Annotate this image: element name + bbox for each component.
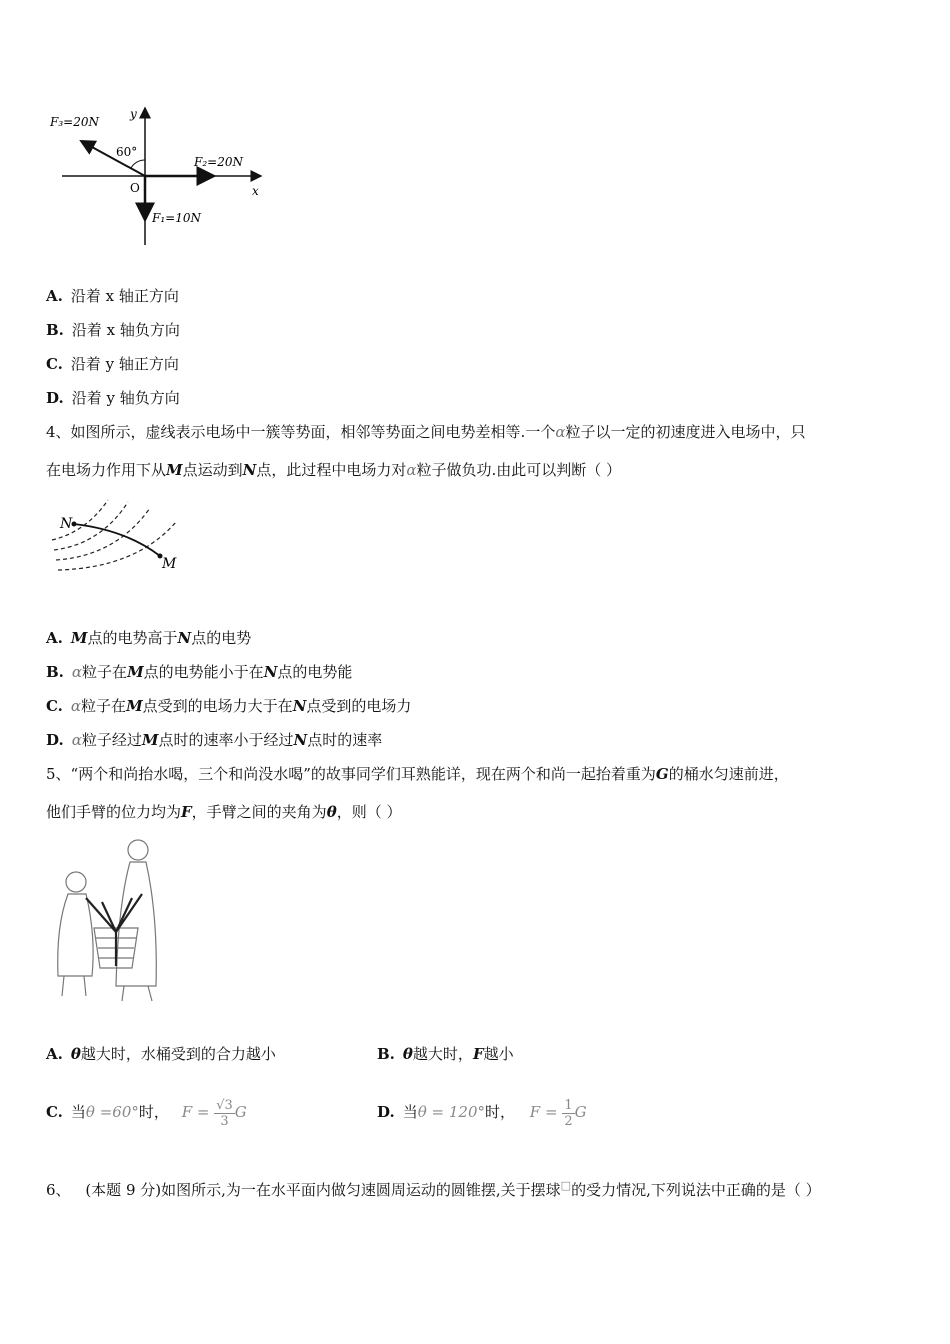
monks-illustration bbox=[46, 836, 191, 1006]
n-label: N bbox=[60, 516, 73, 532]
q3-option-a[interactable]: A. 沿着 x 轴正方向 bbox=[46, 287, 179, 305]
q5-stem-line1: 5、“两个和尚抬水喝，三个和尚没水喝”的故事同学们耳熟能详，现在两个和尚一起抬着重为G的桶水匀速前进， bbox=[46, 765, 789, 783]
equipotential-diagram bbox=[46, 492, 196, 582]
q4-stem-line2: 在电场力作用下从M点运动到N点，此过程中电场力对α粒子做负功.由此可以判断（ ） bbox=[46, 461, 622, 479]
f3-label: F₃=20N bbox=[50, 115, 99, 129]
q5-stem-line2: 他们手臂的位力均为F，手臂之间的夹角为θ，则（ ） bbox=[46, 803, 402, 821]
q5-option-b[interactable]: B. θ越大时，F越小 bbox=[377, 1045, 514, 1063]
y-label: y bbox=[130, 107, 137, 121]
force-diagram bbox=[46, 100, 276, 250]
q5-option-d[interactable]: D. 当θ = 120°时， F = $\frac{1}{2}$ G bbox=[377, 1097, 587, 1129]
f2-label: F₂=20N bbox=[194, 155, 243, 169]
q3-option-c[interactable]: C. 沿着 y 轴正方向 bbox=[46, 355, 179, 373]
angle-label: 60° bbox=[116, 145, 138, 159]
q5-option-c[interactable]: C. 当θ =60°时， F = $\frac{√3}{3}$ G bbox=[46, 1097, 247, 1129]
q5-option-a[interactable]: A. θ越大时，水桶受到的合力越小 bbox=[46, 1045, 276, 1063]
f1-label: F₁=10N bbox=[152, 211, 201, 225]
arm-right bbox=[116, 894, 142, 932]
q4-option-c[interactable]: C. α粒子在M点受到的电场力大于在N点受到的电场力 bbox=[46, 697, 412, 715]
sqrt3-over-3: $\frac{√3}{3}$ bbox=[216, 1097, 233, 1129]
q6-stem: 6、 (本题 9 分)如图所示,为一在水平面内做匀速圆周运动的圆锥摆,关于摆球□的受力情况,下列说法中正确的是（ ） bbox=[46, 1179, 821, 1199]
angle-arc bbox=[131, 160, 145, 168]
q3-option-d[interactable]: D. 沿着 y 轴负方向 bbox=[46, 389, 180, 407]
q4-stem-line1: 4、如图所示，虚线表示电场中一簇等势面，相邻等势面之间电势差相等.一个α粒子以一定的初速度进入电场中，只 bbox=[46, 423, 806, 441]
equipotential-line bbox=[58, 522, 176, 570]
q3-option-b[interactable]: B. 沿着 x 轴负方向 bbox=[46, 321, 180, 339]
origin-label: O bbox=[130, 181, 140, 195]
point-n bbox=[72, 522, 77, 527]
one-over-two: $\frac{1}{2}$ bbox=[564, 1097, 573, 1129]
q4-option-b[interactable]: B. α粒子在M点的电势能小于在N点的电势能 bbox=[46, 663, 353, 681]
q4-option-a[interactable]: A. M点的电势高于N点的电势 bbox=[46, 629, 252, 647]
m-label: M bbox=[162, 556, 177, 572]
x-label: x bbox=[252, 184, 259, 198]
q4-option-d[interactable]: D. α粒子经过M点时的速率小于经过N点时的速率 bbox=[46, 731, 383, 749]
